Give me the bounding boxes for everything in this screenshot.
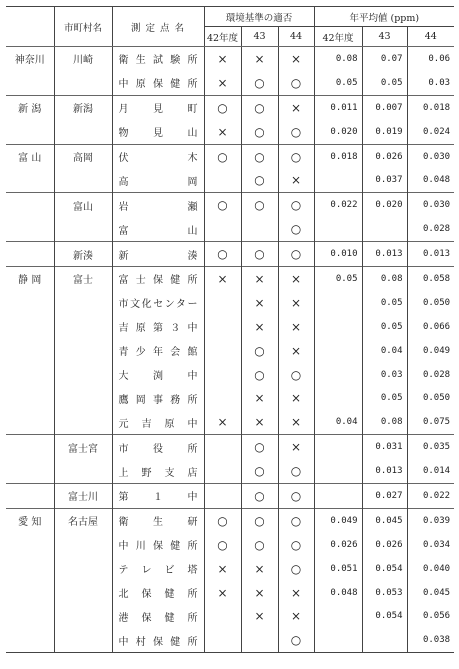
average-43-cell: 0.08 [362, 267, 407, 291]
prefecture-cell: 愛 知 [6, 508, 54, 532]
compliance-44-cell: ○ [278, 484, 314, 509]
compliance-42-cell: ○ [204, 144, 241, 168]
table-row [6, 435, 454, 459]
average-42-cell: 0.05 [314, 267, 362, 291]
compliance-44-cell: ○ [278, 120, 314, 144]
compliance-42-cell: × [204, 267, 241, 291]
compliance-44-cell: ○ [278, 533, 314, 557]
city-cell [54, 581, 112, 605]
city-cell [54, 533, 112, 557]
compliance-44-cell: ○ [278, 628, 314, 652]
city-cell: 富山 [54, 193, 112, 217]
compliance-42-cell [204, 339, 241, 363]
compliance-42-cell: ○ [204, 508, 241, 532]
city-cell [54, 604, 112, 628]
station-cell: 富 山 [112, 217, 204, 241]
station-cell: 青少年会館 [112, 339, 204, 363]
city-cell [54, 386, 112, 410]
compliance-42-cell [204, 604, 241, 628]
average-44-cell: 0.028 [407, 363, 454, 387]
compliance-44-cell: × [278, 95, 314, 119]
prefecture-cell [6, 484, 54, 509]
compliance-43-cell: ○ [241, 71, 278, 95]
compliance-42-cell: ○ [204, 242, 241, 267]
year-header-v42: 42年度 [314, 27, 362, 47]
prefecture-cell [6, 363, 54, 387]
compliance-42-cell: × [204, 71, 241, 95]
station-cell: 高 岡 [112, 168, 204, 192]
table-row [6, 47, 454, 71]
city-cell [54, 459, 112, 483]
city-cell [54, 557, 112, 581]
prefecture-cell [6, 291, 54, 315]
compliance-43-cell: × [241, 410, 278, 434]
average-42-cell: 0.048 [314, 581, 362, 605]
average-44-cell: 0.024 [407, 120, 454, 144]
average-42-cell [314, 435, 362, 459]
station-cell: 新 湊 [112, 242, 204, 267]
annual-average-header: 年平均値 (ppm) [314, 7, 454, 27]
station-cell: 大 渕 中 [112, 363, 204, 387]
compliance-42-cell: × [204, 47, 241, 71]
average-43-cell: 0.07 [362, 47, 407, 71]
compliance-44-cell: ○ [278, 557, 314, 581]
average-44-cell: 0.056 [407, 604, 454, 628]
prefecture-cell [6, 193, 54, 217]
average-44-cell: 0.03 [407, 71, 454, 95]
station-cell: 衛生試験所 [112, 47, 204, 71]
average-43-cell: 0.05 [362, 291, 407, 315]
average-43-cell [362, 217, 407, 241]
year-header-c43: 43 [241, 27, 278, 47]
average-42-cell: 0.05 [314, 71, 362, 95]
compliance-44-cell: × [278, 339, 314, 363]
compliance-42-cell [204, 315, 241, 339]
table-row [6, 363, 454, 387]
average-43-cell: 0.08 [362, 410, 407, 434]
table-row [6, 193, 454, 217]
average-42-cell: 0.022 [314, 193, 362, 217]
city-cell: 新潟 [54, 95, 112, 119]
prefecture-cell [6, 217, 54, 241]
average-44-cell: 0.030 [407, 193, 454, 217]
table-row [6, 557, 454, 581]
average-43-cell: 0.037 [362, 168, 407, 192]
average-43-cell: 0.045 [362, 508, 407, 532]
average-43-cell: 0.027 [362, 484, 407, 509]
average-43-cell: 0.04 [362, 339, 407, 363]
compliance-42-cell [204, 291, 241, 315]
compliance-43-cell: × [241, 267, 278, 291]
compliance-43-cell: ○ [241, 120, 278, 144]
compliance-44-cell: × [278, 315, 314, 339]
compliance-43-cell: ○ [241, 193, 278, 217]
average-44-cell: 0.048 [407, 168, 454, 192]
compliance-44-cell: × [278, 291, 314, 315]
average-43-cell: 0.054 [362, 604, 407, 628]
compliance-42-cell: ○ [204, 193, 241, 217]
average-42-cell [314, 315, 362, 339]
average-44-cell: 0.039 [407, 508, 454, 532]
station-cell: 中原保健所 [112, 71, 204, 95]
compliance-43-cell: × [241, 315, 278, 339]
compliance-43-cell: ○ [241, 339, 278, 363]
prefecture-cell [6, 435, 54, 459]
compliance-43-cell [241, 217, 278, 241]
average-43-cell: 0.007 [362, 95, 407, 119]
prefecture-cell: 富 山 [6, 144, 54, 168]
average-42-cell [314, 386, 362, 410]
city-cell [54, 628, 112, 652]
compliance-43-cell: ○ [241, 242, 278, 267]
average-44-cell: 0.018 [407, 95, 454, 119]
table-row [6, 315, 454, 339]
compliance-42-cell: × [204, 557, 241, 581]
prefecture-cell [6, 242, 54, 267]
compliance-43-cell: ○ [241, 363, 278, 387]
station-cell: 中村保健所 [112, 628, 204, 652]
average-42-cell: 0.010 [314, 242, 362, 267]
table-row [6, 410, 454, 434]
station-cell: 鷹岡事務所 [112, 386, 204, 410]
station-cell: 富士保健所 [112, 267, 204, 291]
compliance-43-cell: ○ [241, 144, 278, 168]
compliance-42-cell [204, 217, 241, 241]
prefecture-cell [6, 120, 54, 144]
average-42-cell: 0.04 [314, 410, 362, 434]
compliance-43-cell: ○ [241, 168, 278, 192]
average-42-cell: 0.020 [314, 120, 362, 144]
compliance-44-cell: ○ [278, 508, 314, 532]
table-row [6, 242, 454, 267]
prefecture-cell [6, 459, 54, 483]
city-cell: 新湊 [54, 242, 112, 267]
compliance-43-cell [241, 628, 278, 652]
compliance-43-cell: × [241, 557, 278, 581]
average-42-cell [314, 291, 362, 315]
compliance-43-cell: ○ [241, 435, 278, 459]
average-43-cell: 0.03 [362, 363, 407, 387]
prefecture-cell: 静 岡 [6, 267, 54, 291]
table-row [6, 291, 454, 315]
average-42-cell [314, 484, 362, 509]
average-42-cell: 0.051 [314, 557, 362, 581]
average-42-cell: 0.049 [314, 508, 362, 532]
average-43-cell: 0.019 [362, 120, 407, 144]
compliance-44-cell: × [278, 47, 314, 71]
city-cell: 川崎 [54, 47, 112, 71]
station-header: 測 定 点 名 [112, 7, 204, 47]
compliance-44-cell: ○ [278, 217, 314, 241]
compliance-42-cell [204, 459, 241, 483]
prefecture-header [6, 7, 54, 47]
station-cell: 第 １ 中 [112, 484, 204, 509]
average-42-cell [314, 459, 362, 483]
compliance-43-cell: ○ [241, 508, 278, 532]
city-cell [54, 291, 112, 315]
city-cell [54, 71, 112, 95]
average-42-cell [314, 628, 362, 652]
table-row [6, 628, 454, 652]
compliance-44-cell: × [278, 386, 314, 410]
table-row [6, 120, 454, 144]
city-header: 市町村名 [54, 7, 112, 47]
prefecture-cell [6, 386, 54, 410]
table-row [6, 604, 454, 628]
average-43-cell: 0.013 [362, 459, 407, 483]
average-44-cell: 0.013 [407, 242, 454, 267]
prefecture-cell [6, 604, 54, 628]
compliance-42-cell: ○ [204, 95, 241, 119]
prefecture-cell [6, 533, 54, 557]
compliance-43-cell: × [241, 291, 278, 315]
compliance-42-cell [204, 363, 241, 387]
city-cell [54, 315, 112, 339]
table-row [6, 386, 454, 410]
compliance-header: 環境基準の適否 [204, 7, 314, 27]
table-row [6, 95, 454, 119]
city-cell [54, 410, 112, 434]
station-cell: 岩 瀬 [112, 193, 204, 217]
average-44-cell: 0.014 [407, 459, 454, 483]
station-cell: 港 保 健 所 [112, 604, 204, 628]
average-44-cell: 0.034 [407, 533, 454, 557]
table-row [6, 144, 454, 168]
average-43-cell: 0.020 [362, 193, 407, 217]
compliance-44-cell: × [278, 410, 314, 434]
compliance-43-cell: ○ [241, 459, 278, 483]
compliance-43-cell: × [241, 581, 278, 605]
average-44-cell: 0.075 [407, 410, 454, 434]
compliance-43-cell: × [241, 604, 278, 628]
table-row [6, 71, 454, 95]
city-cell: 富士宮 [54, 435, 112, 459]
compliance-42-cell: × [204, 410, 241, 434]
compliance-42-cell [204, 628, 241, 652]
prefecture-cell: 神奈川 [14, 55, 45, 67]
average-44-cell: 0.028 [407, 217, 454, 241]
compliance-43-cell: ○ [241, 95, 278, 119]
city-cell: 富士川 [54, 484, 112, 509]
average-42-cell: 0.011 [314, 95, 362, 119]
average-44-cell: 0.049 [407, 339, 454, 363]
city-cell: 高岡 [54, 144, 112, 168]
table-row [6, 339, 454, 363]
city-cell [54, 339, 112, 363]
average-43-cell: 0.026 [362, 533, 407, 557]
compliance-44-cell: × [278, 604, 314, 628]
compliance-42-cell [204, 435, 241, 459]
table-row [6, 533, 454, 557]
city-cell [54, 168, 112, 192]
prefecture-cell [6, 581, 54, 605]
table-row [6, 484, 454, 509]
average-43-cell: 0.05 [362, 315, 407, 339]
station-cell: 中川保健所 [112, 533, 204, 557]
table-row [6, 459, 454, 483]
table-row [6, 168, 454, 192]
compliance-42-cell [204, 484, 241, 509]
average-44-cell: 0.035 [407, 435, 454, 459]
compliance-44-cell: ○ [278, 71, 314, 95]
station-cell: 伏 木 [112, 144, 204, 168]
station-cell: 元 吉 原 中 [112, 410, 204, 434]
average-44-cell: 0.030 [407, 144, 454, 168]
average-44-cell: 0.066 [407, 315, 454, 339]
compliance-44-cell: × [278, 168, 314, 192]
compliance-42-cell: × [204, 120, 241, 144]
average-43-cell: 0.013 [362, 242, 407, 267]
compliance-44-cell: ○ [278, 242, 314, 267]
year-header-v44: 44 [407, 27, 454, 47]
average-42-cell: 0.08 [314, 47, 362, 71]
prefecture-cell [6, 628, 54, 652]
prefecture-cell [6, 315, 54, 339]
average-42-cell: 0.026 [314, 533, 362, 557]
prefecture-cell [6, 557, 54, 581]
table-row [6, 581, 454, 605]
prefecture-cell [6, 410, 54, 434]
compliance-43-cell: ○ [241, 484, 278, 509]
compliance-44-cell: ○ [278, 459, 314, 483]
average-43-cell: 0.053 [362, 581, 407, 605]
station-cell: 北 保 健 所 [112, 581, 204, 605]
year-header-c44: 44 [278, 27, 314, 47]
compliance-43-cell: ○ [241, 533, 278, 557]
average-44-cell: 0.040 [407, 557, 454, 581]
average-43-cell [362, 628, 407, 652]
average-44-cell: 0.06 [407, 47, 454, 71]
average-43-cell: 0.031 [362, 435, 407, 459]
average-44-cell: 0.038 [407, 628, 454, 652]
average-44-cell: 0.045 [407, 581, 454, 605]
city-cell: 富士 [54, 267, 112, 291]
average-42-cell [314, 604, 362, 628]
year-header-c42: 42年度 [204, 27, 241, 47]
compliance-44-cell: × [278, 435, 314, 459]
compliance-42-cell [204, 386, 241, 410]
average-42-cell [314, 339, 362, 363]
station-cell: 衛 生 研 [112, 508, 204, 532]
compliance-44-cell: × [278, 581, 314, 605]
average-44-cell: 0.050 [407, 291, 454, 315]
average-44-cell: 0.058 [407, 267, 454, 291]
prefecture-cell [6, 71, 54, 95]
average-43-cell: 0.05 [362, 386, 407, 410]
compliance-44-cell: ○ [278, 363, 314, 387]
prefecture-cell [6, 339, 54, 363]
average-42-cell: 0.018 [314, 144, 362, 168]
average-43-cell: 0.054 [362, 557, 407, 581]
compliance-44-cell: ○ [278, 144, 314, 168]
station-cell: 吉原第３中 [112, 315, 204, 339]
city-cell [54, 120, 112, 144]
compliance-44-cell: × [278, 267, 314, 291]
station-cell: テ レ ビ 塔 [112, 557, 204, 581]
station-cell: 市 役 所 [112, 435, 204, 459]
table-header [6, 7, 454, 47]
station-cell: 物 見 山 [112, 120, 204, 144]
compliance-42-cell: × [204, 581, 241, 605]
prefecture-cell [6, 168, 54, 192]
average-44-cell: 0.050 [407, 386, 454, 410]
table-body [6, 47, 454, 653]
average-43-cell: 0.05 [362, 71, 407, 95]
station-cell: 上 野 支 店 [112, 459, 204, 483]
compliance-42-cell [204, 168, 241, 192]
compliance-42-cell: ○ [204, 533, 241, 557]
average-42-cell [314, 363, 362, 387]
table-row [6, 508, 454, 532]
air-quality-table [6, 6, 454, 653]
compliance-43-cell: × [241, 386, 278, 410]
station-cell: 月 見 町 [112, 95, 204, 119]
compliance-44-cell: ○ [278, 193, 314, 217]
year-header-v43: 43 [362, 27, 407, 47]
average-43-cell: 0.026 [362, 144, 407, 168]
city-cell: 名古屋 [54, 508, 112, 532]
station-cell: 市文化センター [112, 291, 204, 315]
table-row [6, 217, 454, 241]
city-cell [54, 217, 112, 241]
average-42-cell [314, 168, 362, 192]
average-44-cell: 0.022 [407, 484, 454, 509]
average-42-cell [314, 217, 362, 241]
prefecture-cell: 新 潟 [6, 95, 54, 119]
table-row [6, 267, 454, 291]
compliance-43-cell: × [241, 47, 278, 71]
city-cell [54, 363, 112, 387]
